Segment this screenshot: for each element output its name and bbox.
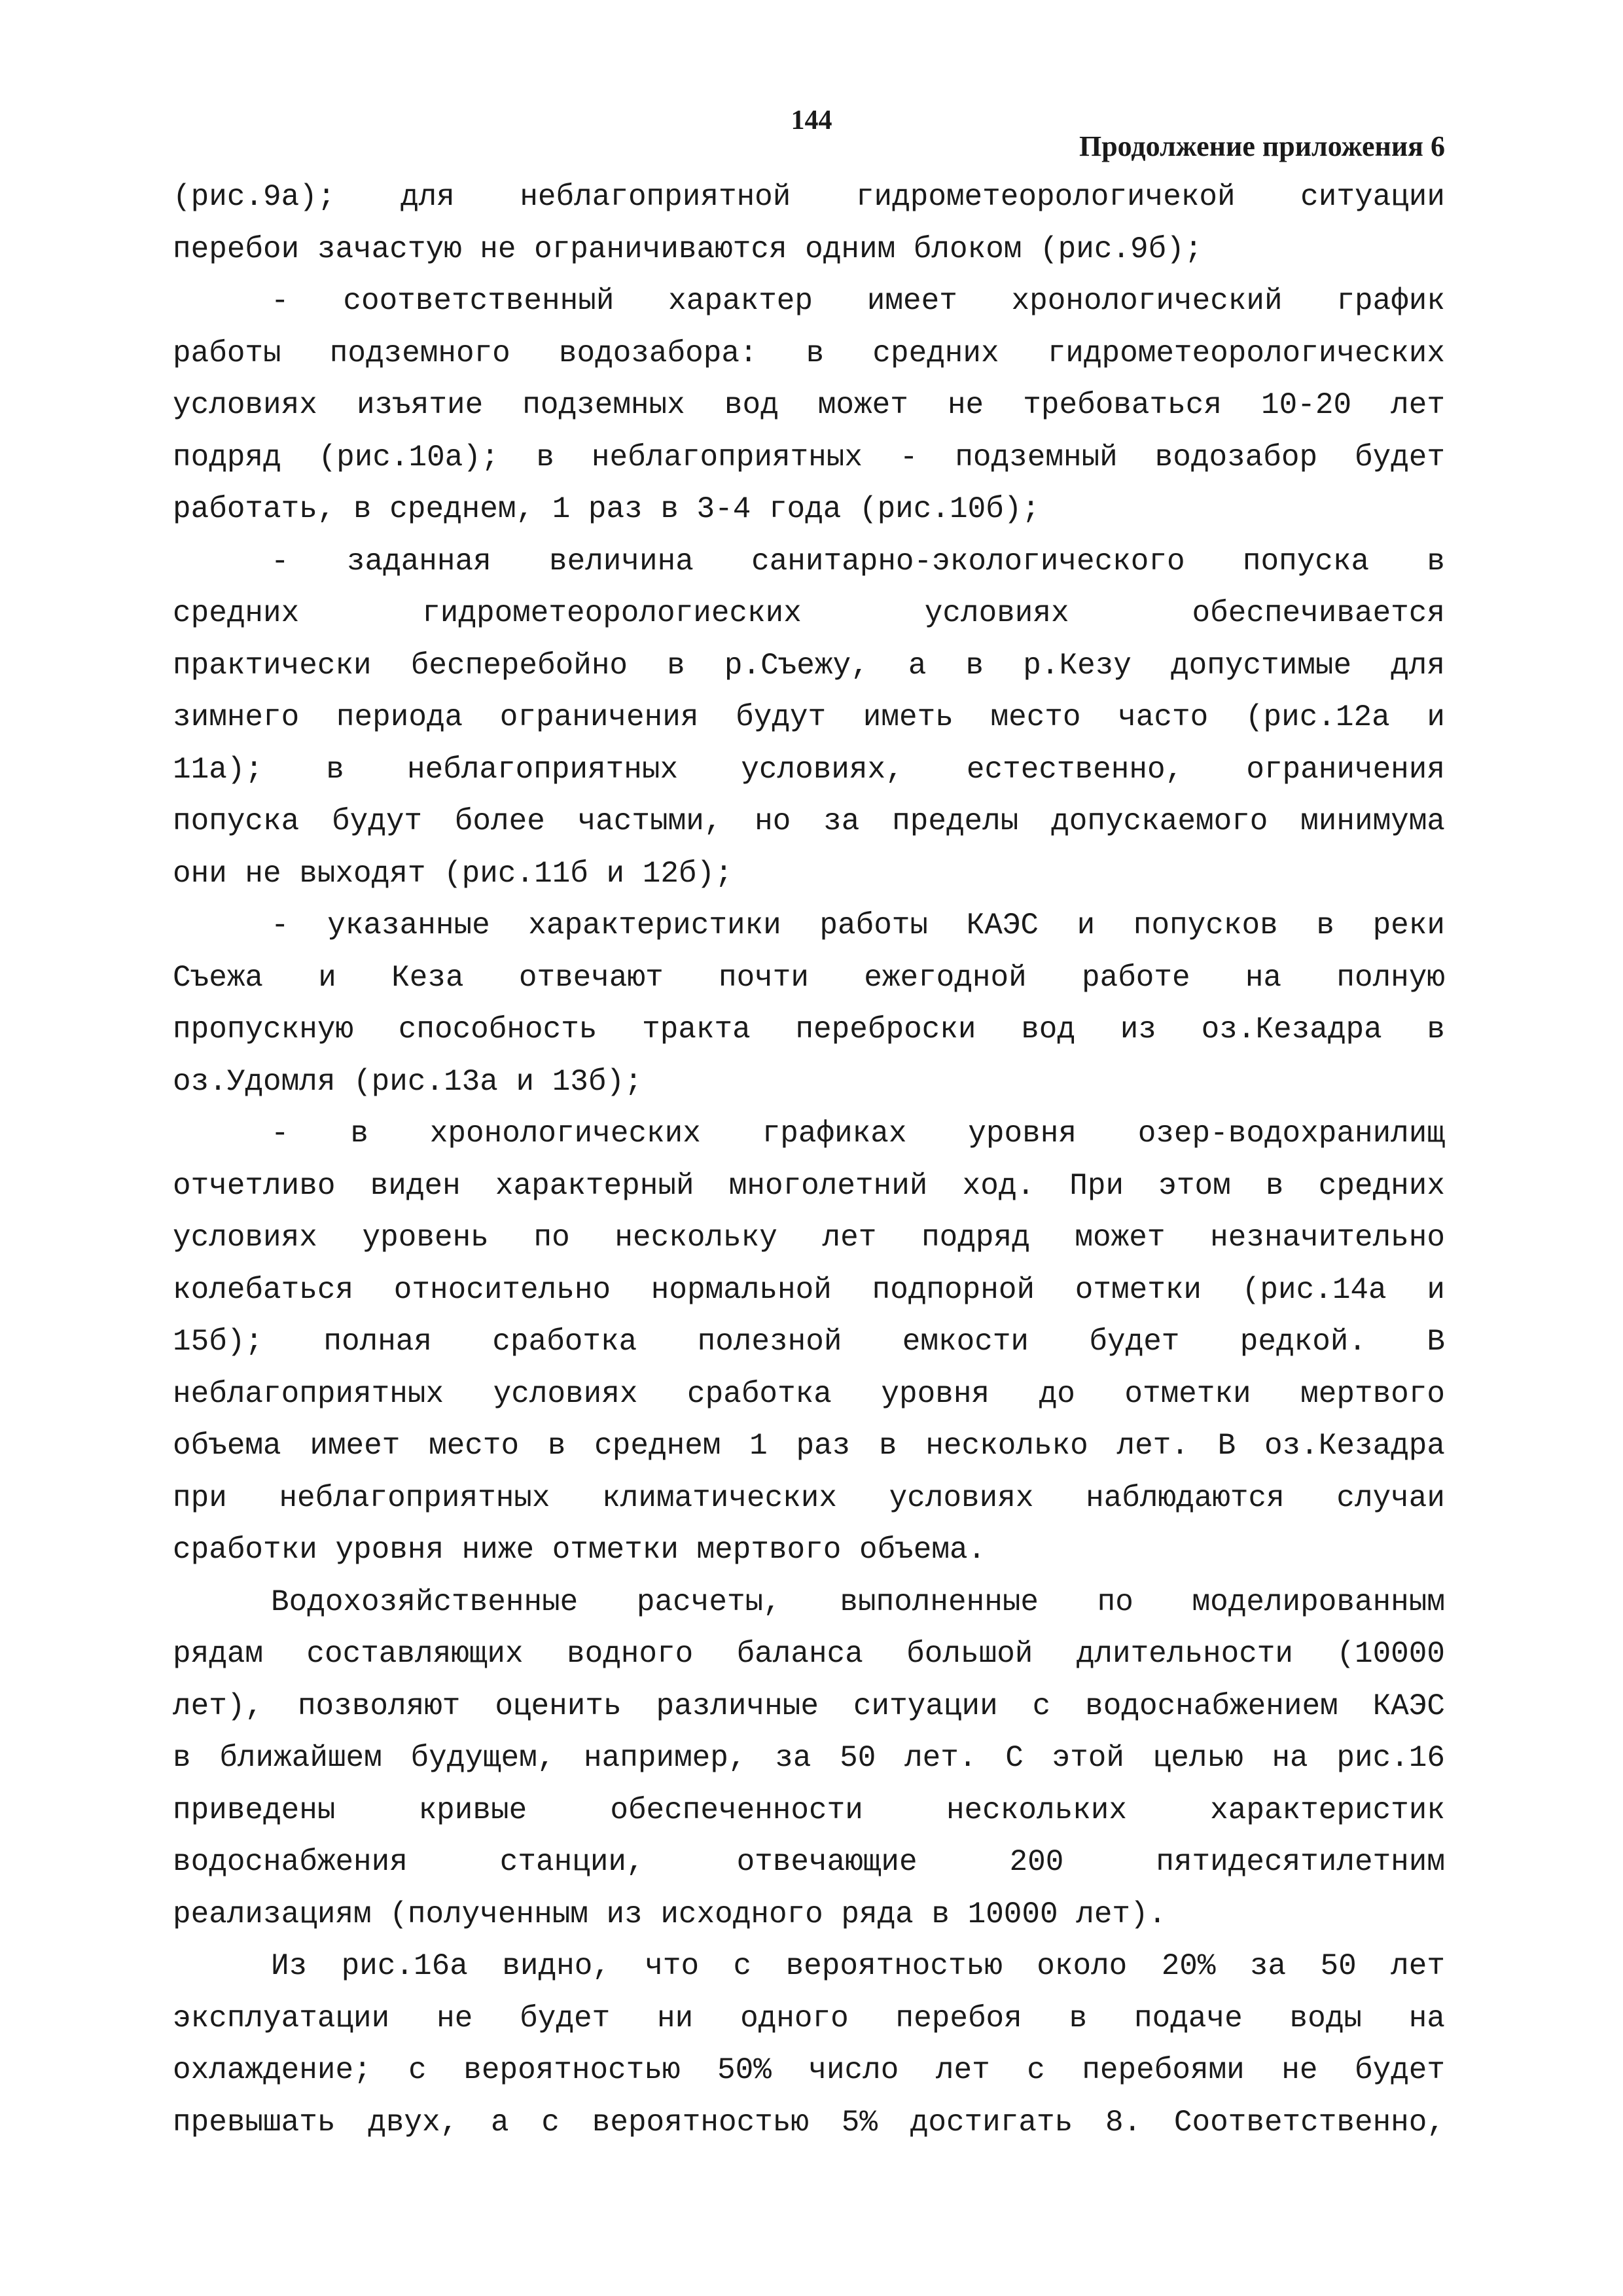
text-line: они не выходят (рис.11б и 12б);	[173, 856, 733, 891]
text-line: условиях изъятие подземных вод может не требоваться 10-20 лет	[173, 388, 1445, 422]
text-line: работы подземного водозабора: в средних гидрометеорологических	[173, 336, 1445, 370]
text-line: (рис.9а); для неблагоприятной гидрометеорологичекой ситуации	[173, 180, 1445, 214]
page-number: 144	[791, 105, 832, 135]
text-line: рядам составляющих водного баланса большой длительности (10000	[173, 1637, 1445, 1671]
appendix-continuation-note: Продолжение приложения 6	[1079, 130, 1445, 162]
text-line: превышать двух, а с вероятностью 5% достигать 8. Соответственно,	[173, 2105, 1445, 2140]
text-line: 11а); в неблагоприятных условиях, естественно, ограничения	[173, 752, 1445, 787]
text-line: лет), позволяют оценить различные ситуации с водоснабжением КАЭС	[173, 1689, 1445, 1723]
text-line: реализациям (полученным из исходного ряда в 10000 лет).	[173, 1897, 1167, 1931]
text-line: - заданная величина санитарно-экологического попуска в	[271, 544, 1445, 579]
text-line: эксплуатации не будет ни одного перебоя в подаче воды на	[173, 2001, 1445, 2036]
text-line: средних гидрометеорологиеских условиях обеспечивается	[173, 596, 1445, 630]
text-line: пропускную способность тракта переброски вод из оз.Кезадра в	[173, 1013, 1445, 1047]
text-line: объема имеет место в среднем 1 раз в несколько лет. В оз.Кезадра	[173, 1429, 1445, 1463]
text-line: колебаться относительно нормальной подпорной отметки (рис.14а и	[173, 1272, 1445, 1307]
document-body	[173, 171, 1445, 2149]
text-line: 15б); полная сработка полезной емкости будет редкой. В	[173, 1325, 1445, 1359]
text-line: Съежа и Кеза отвечают почти ежегодной работе на полную	[173, 960, 1445, 995]
text-line: подряд (рис.10а); в неблагоприятных - подземный водозабор будет	[173, 440, 1445, 475]
text-line: - соответственный характер имеет хронологический график	[271, 284, 1445, 318]
text-line: отчетливо виден характерный многолетний ход. При этом в средних	[173, 1168, 1445, 1203]
text-line: практически бесперебойно в р.Съежу, а в р.Кезу допустимые для	[173, 648, 1445, 683]
text-line: охлаждение; с вероятностью 50% число лет с перебоями не будет	[173, 2053, 1445, 2087]
text-line: зимнего периода ограничения будут иметь место часто (рис.12а и	[173, 700, 1445, 734]
text-line: водоснабжения станции, отвечающие 200 пятидесятилетним	[173, 1845, 1445, 1879]
text-line: Водохозяйственные расчеты, выполненные по моделированным	[271, 1585, 1445, 1619]
text-line: приведены кривые обеспеченности нескольких характеристик	[173, 1793, 1445, 1827]
text-line: неблагоприятных условиях сработка уровня до отметки мертвого	[173, 1376, 1445, 1411]
text-line: условиях уровень по нескольку лет подряд может незначительно	[173, 1221, 1445, 1255]
text-line: - указанные характеристики работы КАЭС и попусков в реки	[271, 908, 1445, 942]
text-line: перебои зачастую не ограничиваются одним блоком (рис.9б);	[173, 232, 1203, 266]
text-line: при неблагоприятных климатических условиях наблюдаются случаи	[173, 1480, 1445, 1515]
text-line: Из рис.16а видно, что с вероятностью около 20% за 50 лет	[271, 1949, 1445, 1983]
text-line: сработки уровня ниже отметки мертвого объема.	[173, 1533, 986, 1567]
text-line: - в хронологических графиках уровня озер-водохранилищ	[271, 1117, 1445, 1151]
text-line: попуска будут более частыми, но за пределы допускаемого минимума	[173, 804, 1445, 838]
text-line: работать, в среднем, 1 раз в 3-4 года (рис.10б);	[173, 492, 1041, 526]
text-line: в ближайшем будущем, например, за 50 лет. С этой целью на рис.16	[173, 1741, 1445, 1775]
text-line: оз.Удомля (рис.13а и 13б);	[173, 1064, 643, 1099]
